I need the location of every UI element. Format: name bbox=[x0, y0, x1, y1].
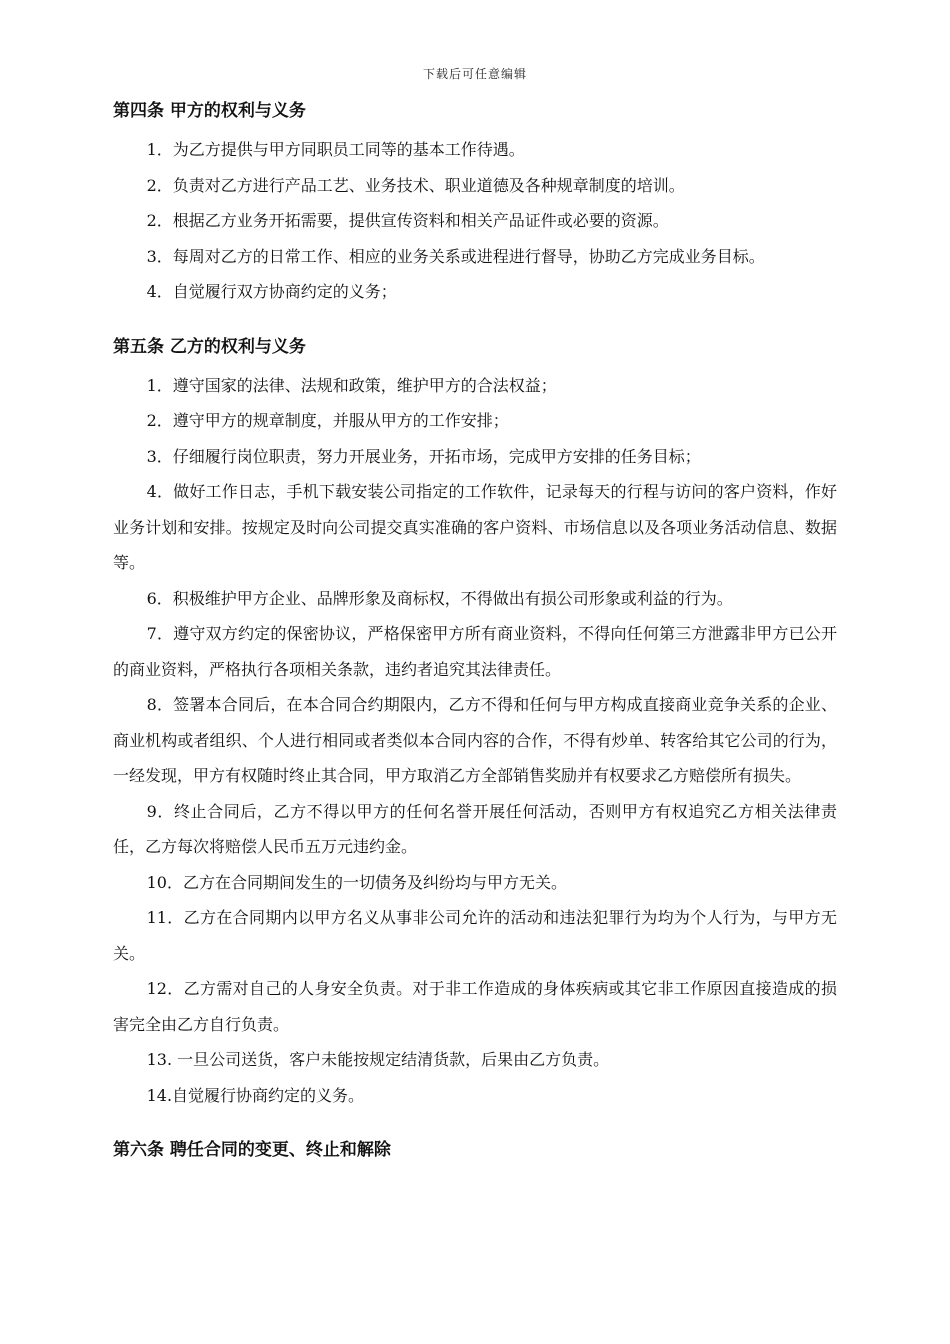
clause-5-6: 6．积极维护甲方企业、品牌形象及商标权，不得做出有损公司形象或利益的行为。 bbox=[146, 588, 733, 608]
clause-5-9: 9．终止合同后，乙方不得以甲方的任何名誉开展任何活动，否则甲方有权追究乙方相关法律责任，乙方每次将赔偿人民币五万元违约金。 bbox=[113, 801, 837, 856]
clause-5-4: 4．做好工作日志，手机下载安装公司指定的工作软件，记录每天的行程与访问的客户资料，作好业务计划和安排。按规定及时向公司提交真实准确的客户资料、市场信息以及各项业务活动信息、数据等。 bbox=[113, 482, 837, 572]
clause-5-13: 13. 一旦公司送货，客户未能按规定结清货款，后果由乙方负责。 bbox=[146, 1050, 610, 1069]
clause-5-7: 7．遵守双方约定的保密协议，严格保密甲方所有商业资料，不得向任何第三方泄露非甲方已公开的商业资料，严格执行各项相关条款，违约者追究其法律责任。 bbox=[113, 624, 837, 679]
document-body bbox=[113, 98, 837, 1171]
clause-5-8: 8．签署本合同后，在本合同合约期限内，乙方不得和任何与甲方构成直接商业竞争关系的企业、商业机构或者组织、个人进行相同或者类似本合同内容的合作，不得有炒单、转客给其它公司的行为，一经发现，甲方有权随时终止其合同，甲方取消乙方全部销售奖励并有权要求乙方赔偿所有损失。 bbox=[113, 695, 837, 785]
clause-5-2: 2．遵守甲方的规章制度，并服从甲方的工作安排； bbox=[146, 411, 509, 430]
clause-4-3: 3．每周对乙方的日常工作、相应的业务关系或进程进行督导，协助乙方完成业务目标。 bbox=[146, 246, 765, 266]
clause-4-2b: 2．根据乙方业务开拓需要，提供宣传资料和相关产品证件或必要的资源。 bbox=[146, 211, 669, 230]
clause-5-12: 12．乙方需对自己的人身安全负责。对于非工作造成的身体疾病或其它非工作原因直接造成的损害完全由乙方自行负责。 bbox=[113, 979, 837, 1034]
clause-5-1: 1．遵守国家的法律、法规和政策，维护甲方的合法权益； bbox=[146, 375, 557, 395]
section-heading-4: 第四条 甲方的权利与义务 bbox=[113, 101, 306, 121]
clause-5-11: 11．乙方在合同期内以甲方名义从事非公司允许的活动和违法犯罪行为均为个人行为，与甲方无关。 bbox=[113, 908, 837, 963]
section-heading-5: 第五条 乙方的权利与义务 bbox=[113, 336, 306, 357]
clause-4-1: 1．为乙方提供与甲方同职员工同等的基本工作待遇。 bbox=[146, 140, 525, 159]
clause-4-4: 4．自觉履行双方协商约定的义务； bbox=[146, 282, 397, 301]
clause-5-3: 3．仔细履行岗位职责，努力开展业务，开拓市场，完成甲方安排的任务目标； bbox=[146, 446, 701, 466]
header-note: 下载后可任意编辑 bbox=[422, 67, 527, 81]
clause-4-2a: 2．负责对乙方进行产品工艺、业务技术、职业道德及各种规章制度的培训。 bbox=[146, 175, 685, 195]
clause-5-10: 10．乙方在合同期间发生的一切债务及纠纷均与甲方无关。 bbox=[146, 872, 567, 892]
section-heading-6: 第六条 聘任合同的变更、终止和解除 bbox=[113, 1140, 391, 1160]
clause-5-14: 14.自觉履行协商约定的义务。 bbox=[146, 1085, 365, 1105]
